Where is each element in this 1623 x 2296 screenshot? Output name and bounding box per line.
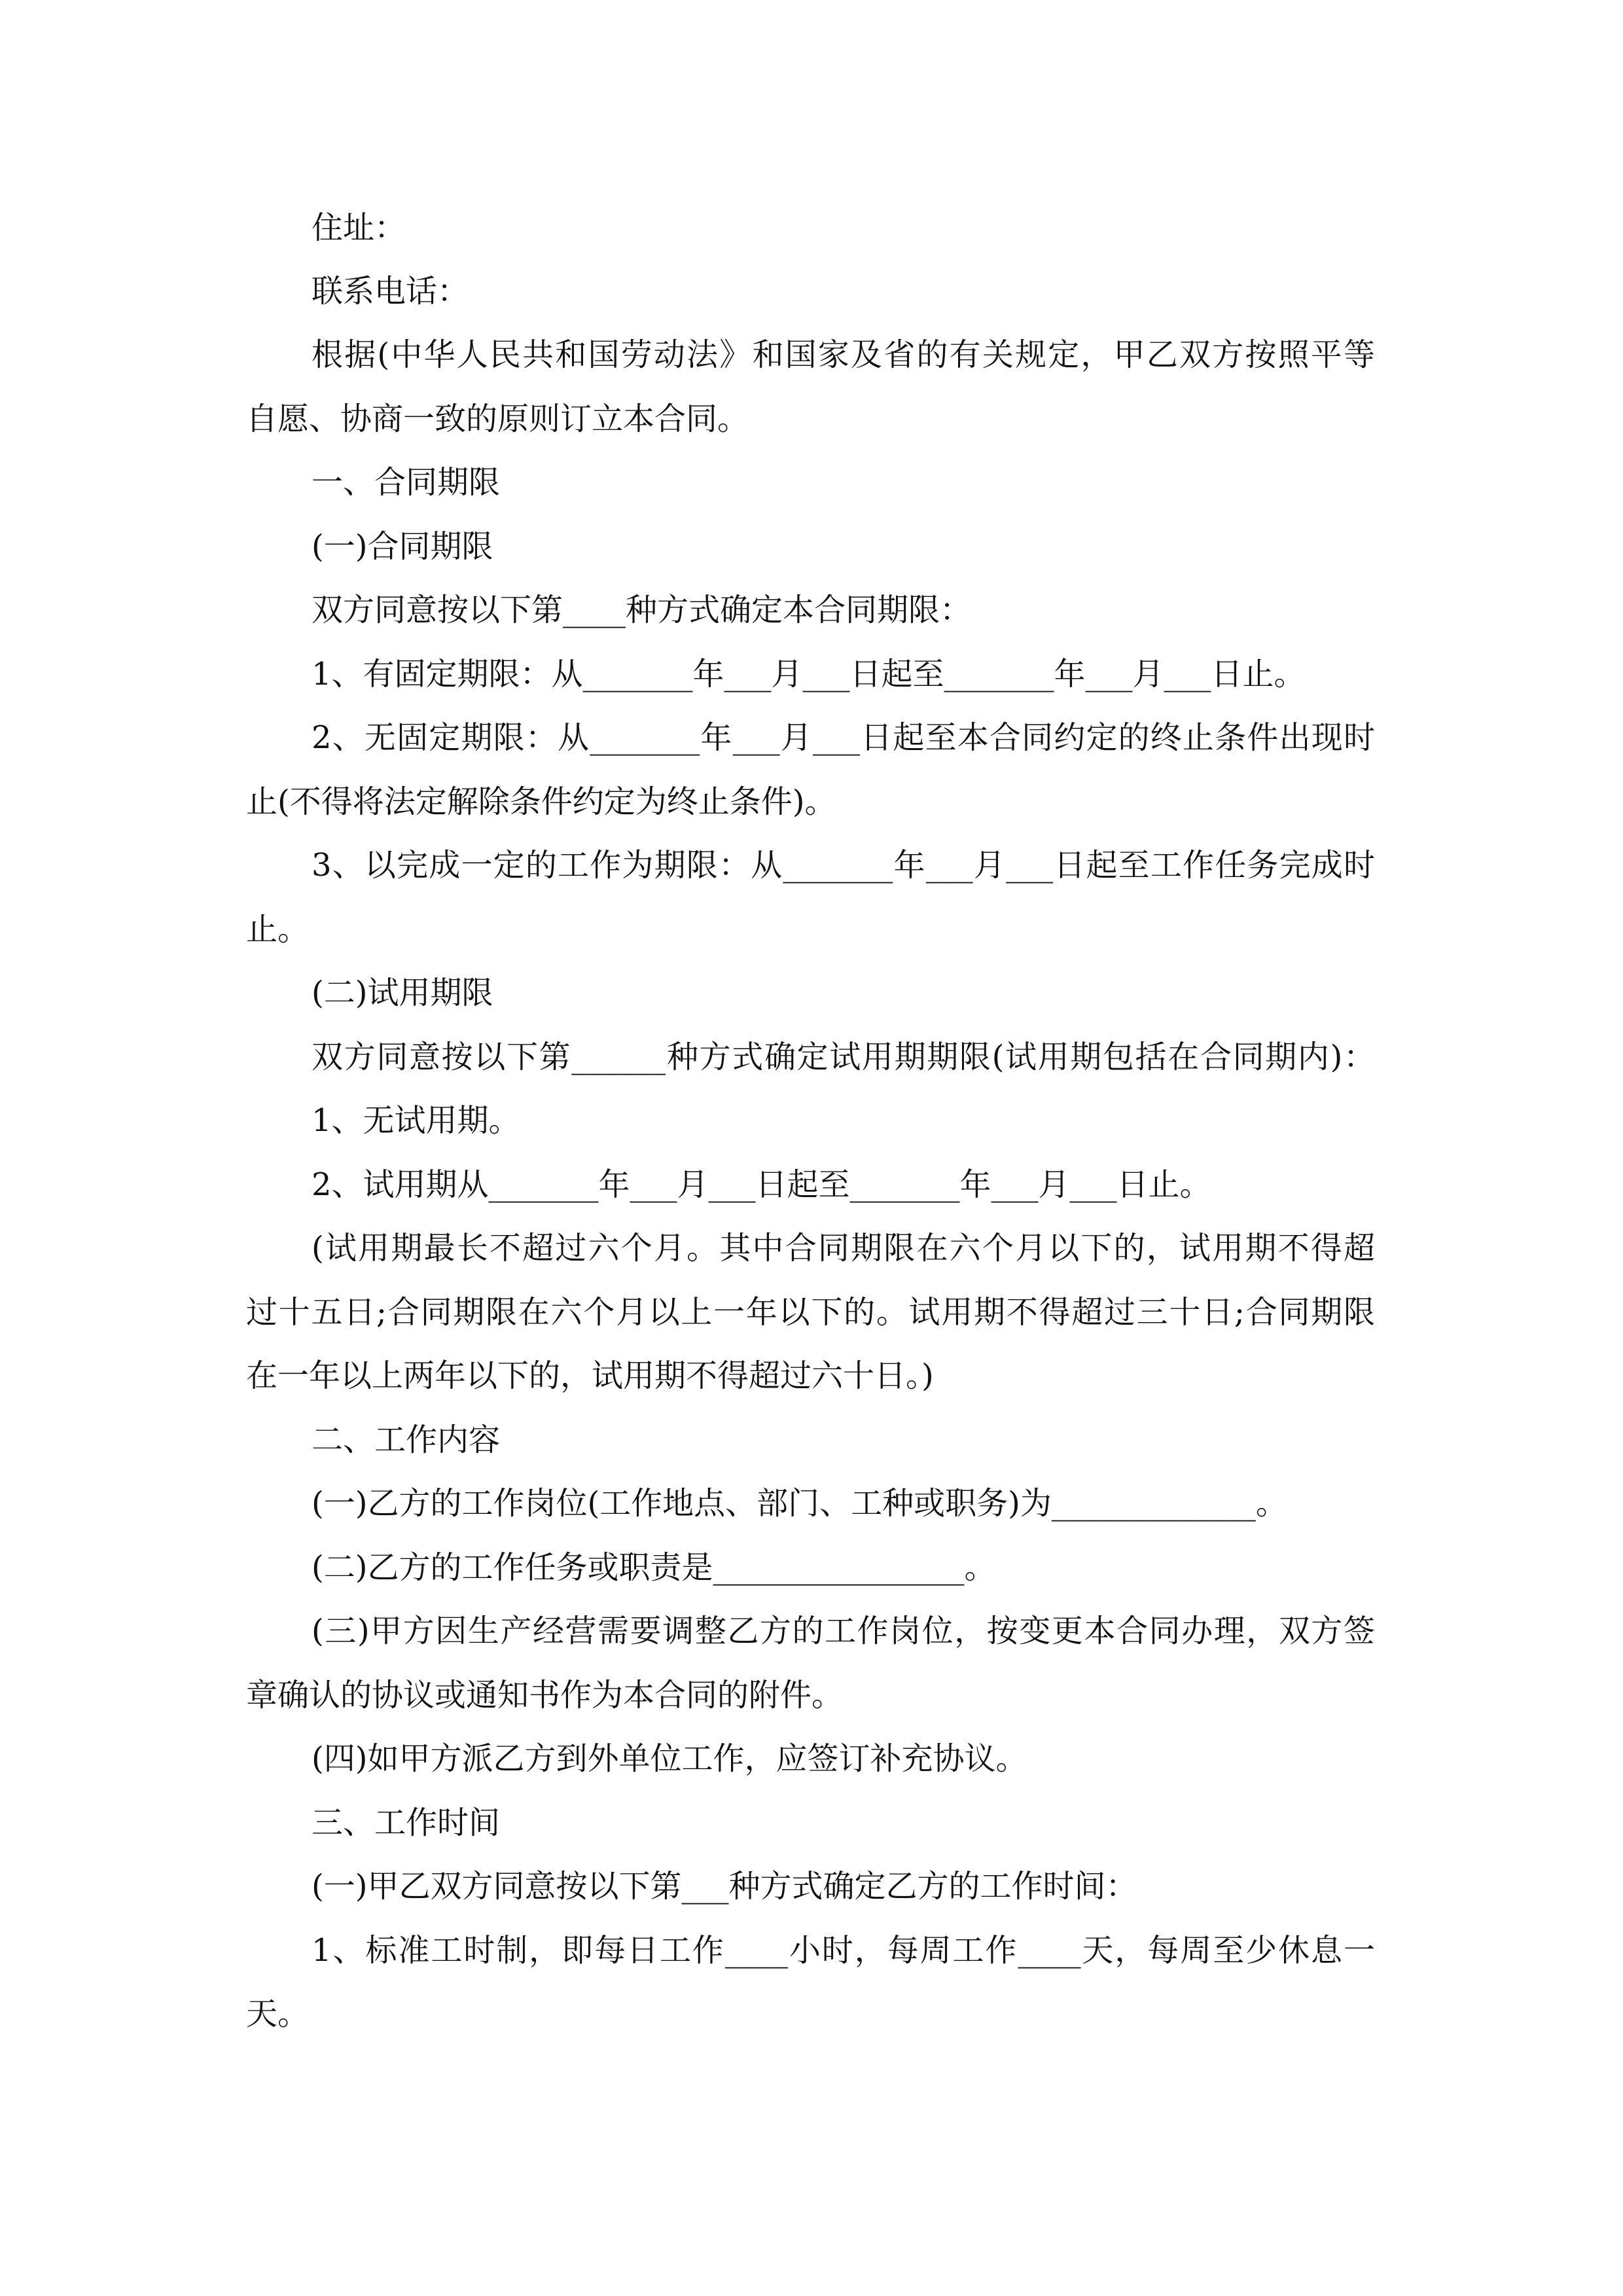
probation-note-line-2: 过十五日;合同期限在六个月以上一年以下的。试用期不得超过三十日;合同期限 xyxy=(246,1294,1375,1331)
list-item-standard-hours-line-1: 1、标准工时制，即每日工作____小时，每周工作____天，每周至少休息一 xyxy=(312,1932,1375,1969)
list-item-task-term-line-2: 止。 xyxy=(246,911,310,948)
paragraph-probation-method: 双方同意按以下第______种方式确定试用期期限(试用期包括在合同期内)： xyxy=(312,1039,1375,1075)
paragraph-post-adjustment-line-2: 章确认的协议或通知书作为本合同的附件。 xyxy=(246,1677,844,1713)
list-item-probation-period: 2、试用期从_______年___月___日起至_______年___月___日止。 xyxy=(312,1166,1211,1203)
section-heading-work-content: 二、工作内容 xyxy=(312,1422,501,1458)
paragraph-work-hours-method: (一)甲乙双方同意按以下第___种方式确定乙方的工作时间： xyxy=(312,1868,1137,1905)
preamble-line-1: 根据(中华人民共和国劳动法》和国家及省的有关规定，甲乙双方按照平等 xyxy=(312,336,1375,373)
phone-label: 联系电话： xyxy=(312,273,469,310)
probation-note-line-1: (试用期最长不超过六个月。其中合同期限在六个月以下的，试用期不得超 xyxy=(312,1230,1375,1266)
paragraph-work-post: (一)乙方的工作岗位(工作地点、部门、工种或职务)为_____________。 xyxy=(312,1485,1287,1522)
section-heading-work-hours: 三、工作时间 xyxy=(312,1804,501,1841)
subsection-probation: (二)试用期限 xyxy=(312,975,493,1011)
section-heading-contract-term: 一、合同期限 xyxy=(312,464,501,501)
address-label: 住址： xyxy=(312,209,406,246)
list-item-open-term-line-1: 2、无固定期限：从_______年___月___日起至本合同约定的终止条件出现时 xyxy=(312,719,1375,756)
preamble-line-2: 自愿、协商一致的原则订立本合同。 xyxy=(246,401,749,437)
paragraph-external-assignment: (四)如甲方派乙方到外单位工作，应签订补充协议。 xyxy=(312,1740,1027,1777)
paragraph-term-method: 双方同意按以下第____种方式确定本合同期限： xyxy=(312,592,972,628)
list-item-fixed-term: 1、有固定期限：从_______年___月___日起至_______年___月___日止。 xyxy=(312,656,1306,692)
list-item-task-term-line-1: 3、以完成一定的工作为期限：从_______年___月___日起至工作任务完成时 xyxy=(312,847,1375,884)
probation-note-line-3: 在一年以上两年以下的，试用期不得超过六十日。) xyxy=(246,1357,934,1394)
list-item-open-term-line-2: 止(不得将法定解除条件约定为终止条件)。 xyxy=(246,783,836,820)
list-item-no-probation: 1、无试用期。 xyxy=(312,1102,520,1139)
list-item-standard-hours-line-2: 天。 xyxy=(246,1996,310,2032)
paragraph-work-duties: (二)乙方的工作任务或职责是________________。 xyxy=(312,1549,996,1586)
paragraph-post-adjustment-line-1: (三)甲方因生产经营需要调整乙方的工作岗位，按变更本合同办理，双方签 xyxy=(312,1613,1375,1649)
subsection-contract-term: (一)合同期限 xyxy=(312,528,493,565)
